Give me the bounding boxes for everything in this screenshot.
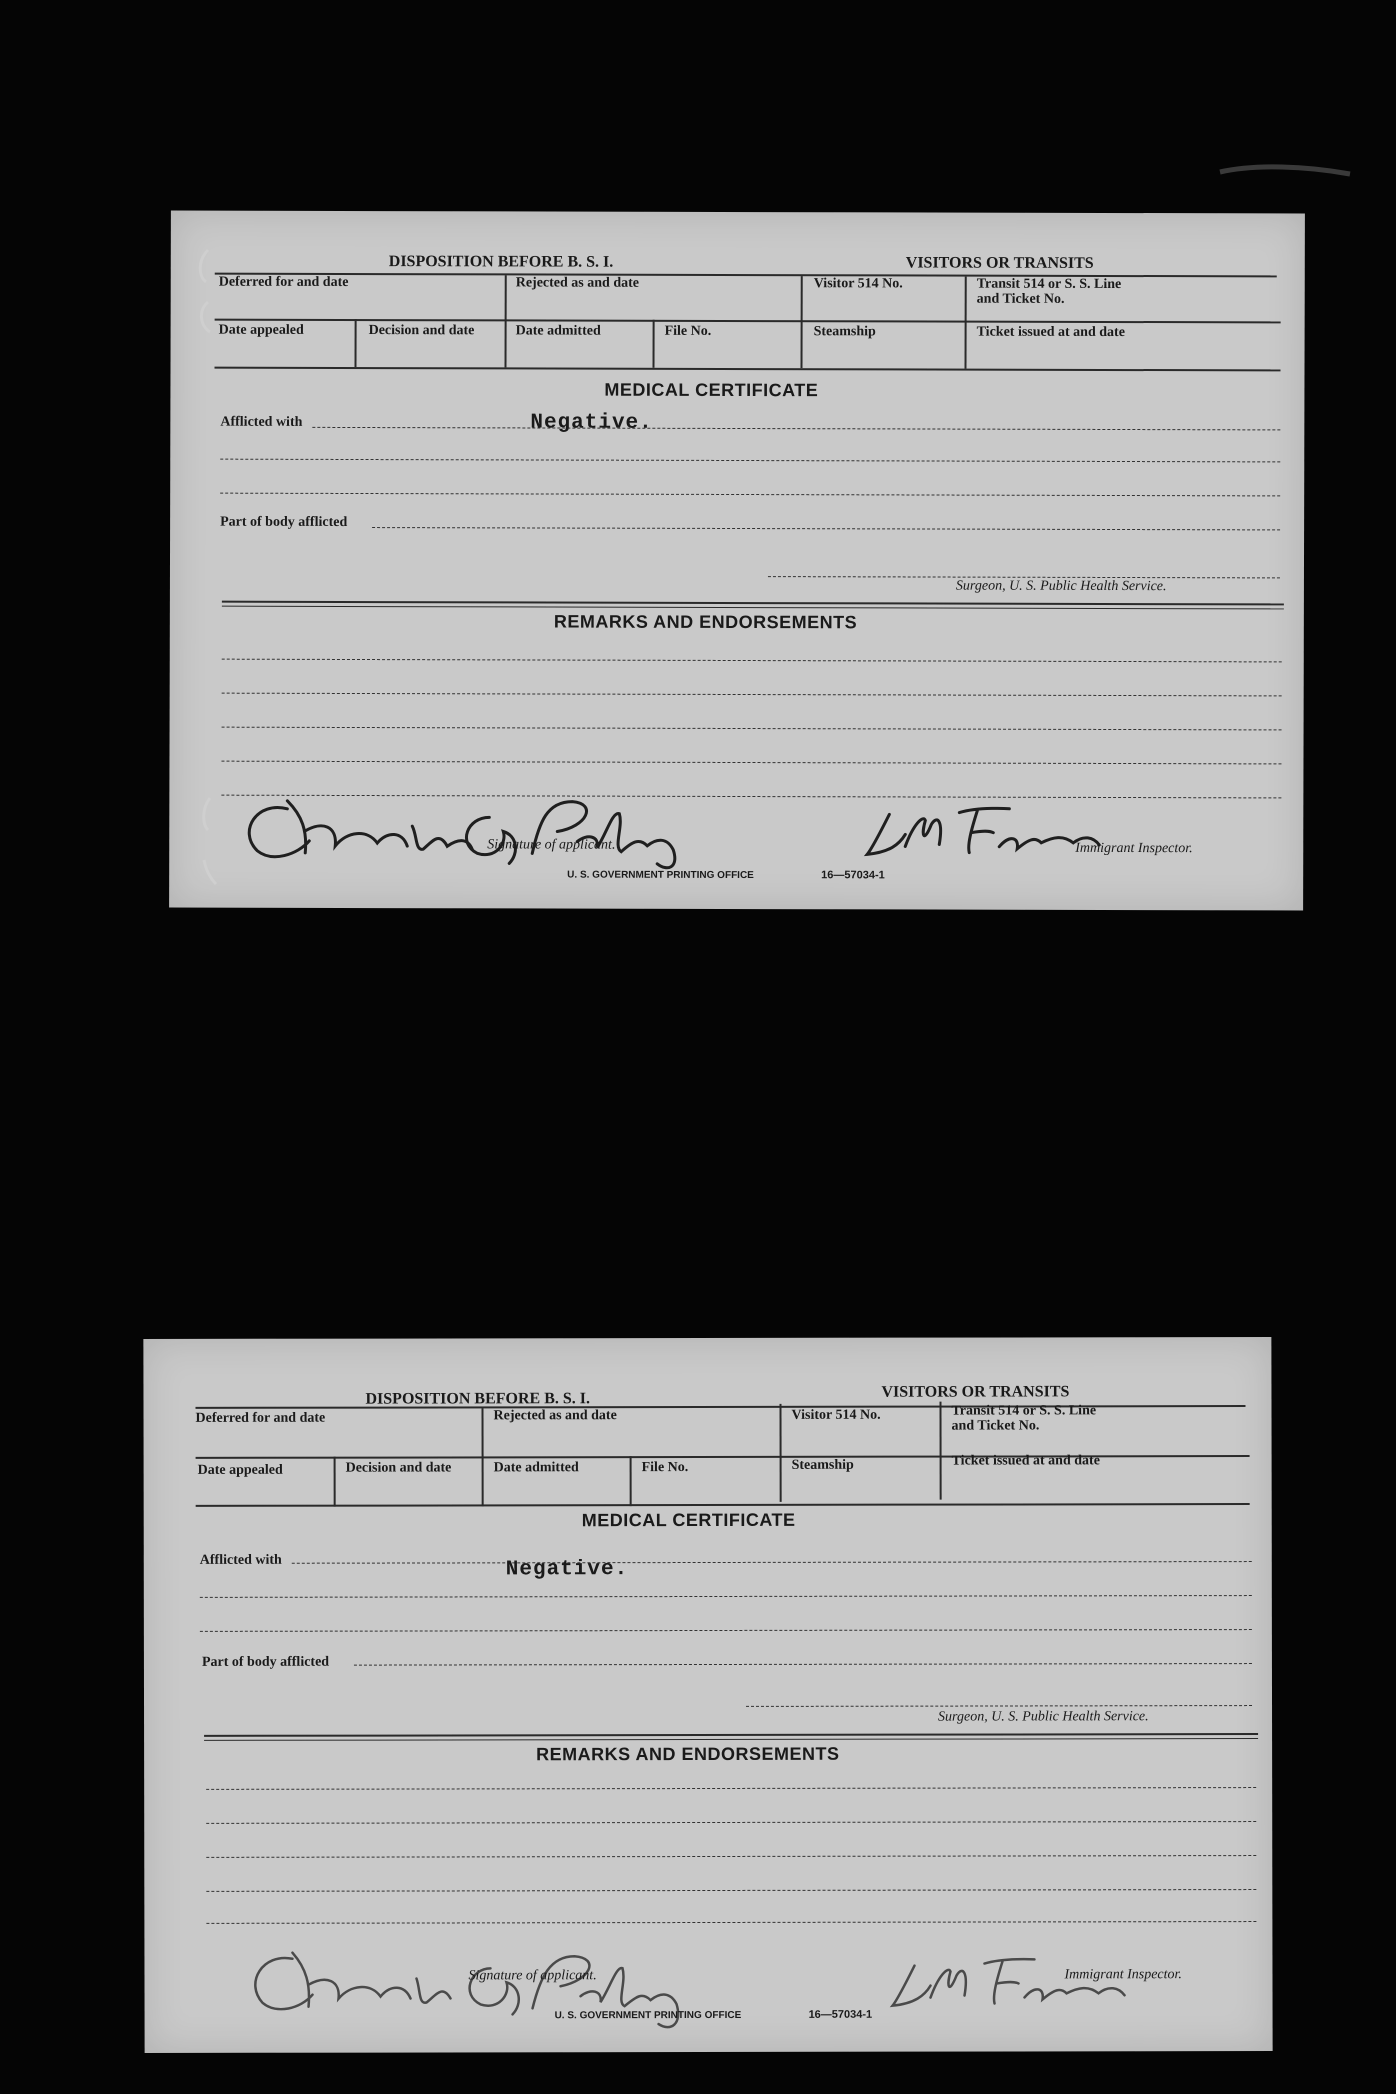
file-no-label: File No. (641, 1460, 689, 1476)
remarks-line (222, 659, 1282, 663)
part-of-body-line (372, 527, 1280, 530)
surgeon-label: Surgeon, U. S. Public Health Service. (955, 578, 1167, 595)
rejected-label: Rejected as and date (493, 1408, 617, 1424)
part-of-body-label: Part of body afflicted (201, 1654, 330, 1670)
remarks-line (222, 727, 1282, 731)
form-number: 16—57034-1 (821, 869, 885, 882)
col-divider (965, 277, 967, 369)
remarks-line (206, 1821, 1256, 1824)
decision-date-label: Decision and date (345, 1460, 452, 1476)
visitor-514-label: Visitor 514 No. (791, 1407, 881, 1423)
ticket-issued-label: Ticket issued at and date (951, 1453, 1100, 1469)
remarks-title: REMARKS AND ENDORSEMENTS (536, 1743, 840, 1765)
transit-ticket-label: and Ticket No. (976, 291, 1065, 307)
remarks-line (206, 1787, 1256, 1790)
rejected-label: Rejected as and date (515, 275, 640, 291)
medical-certificate-title: MEDICAL CERTIFICATE (581, 1509, 796, 1531)
date-admitted-label: Date admitted (493, 1460, 579, 1476)
col-divider (939, 1402, 941, 1500)
table-bottom-rule (196, 1503, 1250, 1507)
date-appealed-label: Date appealed (197, 1462, 283, 1478)
col-divider (505, 275, 507, 367)
file-no-label: File No. (664, 323, 712, 339)
deferred-label: Deferred for and date (218, 274, 349, 290)
deferred-label: Deferred for and date (195, 1410, 326, 1426)
visitors-header: VISITORS OR TRANSITS (905, 254, 1094, 272)
remarks-line (206, 1855, 1256, 1858)
col-divider (630, 1456, 632, 1506)
immigration-card-1 (169, 211, 1305, 911)
col-divider (481, 1408, 483, 1506)
gpo-imprint: U. S. GOVERNMENT PRINTING OFFICE (554, 2009, 742, 2022)
afflicted-line (292, 1561, 1252, 1564)
transit-ticket-label: and Ticket No. (951, 1418, 1040, 1434)
afflicted-line-2 (200, 1595, 1252, 1598)
immigration-card-2 (143, 1337, 1272, 2053)
form-number: 16—57034-1 (808, 2008, 873, 2021)
col-divider (653, 320, 655, 368)
col-divider (334, 1457, 336, 1507)
part-of-body-label: Part of body afflicted (220, 514, 348, 530)
table-bottom-rule (215, 367, 1281, 372)
afflicted-line-3 (200, 1629, 1252, 1632)
immigrant-inspector-label: Immigrant Inspector. (1064, 1967, 1182, 1983)
afflicted-line-3 (220, 493, 1280, 497)
part-of-body-line (354, 1663, 1252, 1666)
double-rule-bottom (204, 1738, 1258, 1741)
remarks-line (206, 1889, 1256, 1892)
double-rule-top (222, 601, 1284, 606)
signature-of-applicant-label: Signature of applicant. (487, 837, 616, 853)
surgeon-label: Surgeon, U. S. Public Health Service. (938, 1709, 1149, 1725)
medical-certificate-title: MEDICAL CERTIFICATE (604, 379, 819, 401)
disposition-header: DISPOSITION BEFORE B. S. I. (365, 1390, 591, 1408)
afflicted-with-label: Afflicted with (220, 414, 303, 430)
disposition-header: DISPOSITION BEFORE B. S. I. (388, 253, 614, 271)
date-admitted-label: Date admitted (515, 323, 601, 339)
double-rule-top (204, 1733, 1258, 1737)
col-divider (779, 1404, 781, 1502)
double-rule-bottom (222, 606, 1284, 610)
decision-date-label: Decision and date (368, 323, 475, 339)
afflicted-with-label: Afflicted with (199, 1552, 282, 1568)
remarks-line (222, 693, 1282, 697)
margin-bracket-mark (190, 246, 220, 336)
afflicted-line (312, 427, 1280, 431)
afflicted-line-2 (220, 459, 1280, 463)
steamship-label: Steamship (813, 324, 876, 340)
afflicted-with-value: Negative. (505, 1558, 629, 1582)
steamship-label: Steamship (791, 1457, 854, 1473)
transit-514-label: Transit 514 or S. S. Line (951, 1403, 1097, 1419)
remarks-line (206, 1921, 1256, 1924)
remarks-title: REMARKS AND ENDORSEMENTS (553, 611, 858, 633)
immigrant-inspector-label: Immigrant Inspector. (1075, 840, 1193, 857)
surgeon-signature-line (746, 1705, 1252, 1707)
remarks-line (221, 761, 1281, 765)
scan-smudge-mark (1216, 158, 1356, 188)
gpo-imprint: U. S. GOVERNMENT PRINTING OFFICE (567, 869, 754, 882)
visitor-514-label: Visitor 514 No. (813, 276, 903, 292)
transit-514-label: Transit 514 or S. S. Line (976, 276, 1122, 293)
margin-bracket-mark (196, 794, 220, 888)
date-appealed-label: Date appealed (218, 322, 304, 338)
applicant-signature-1 (227, 771, 707, 872)
ticket-issued-label: Ticket issued at and date (976, 324, 1125, 341)
signature-of-applicant-label: Signature of applicant. (468, 1968, 597, 1984)
visitors-header: VISITORS OR TRANSITS (881, 1383, 1070, 1401)
col-divider (801, 276, 803, 368)
afflicted-with-value: Negative. (530, 411, 653, 435)
col-divider (355, 319, 357, 367)
